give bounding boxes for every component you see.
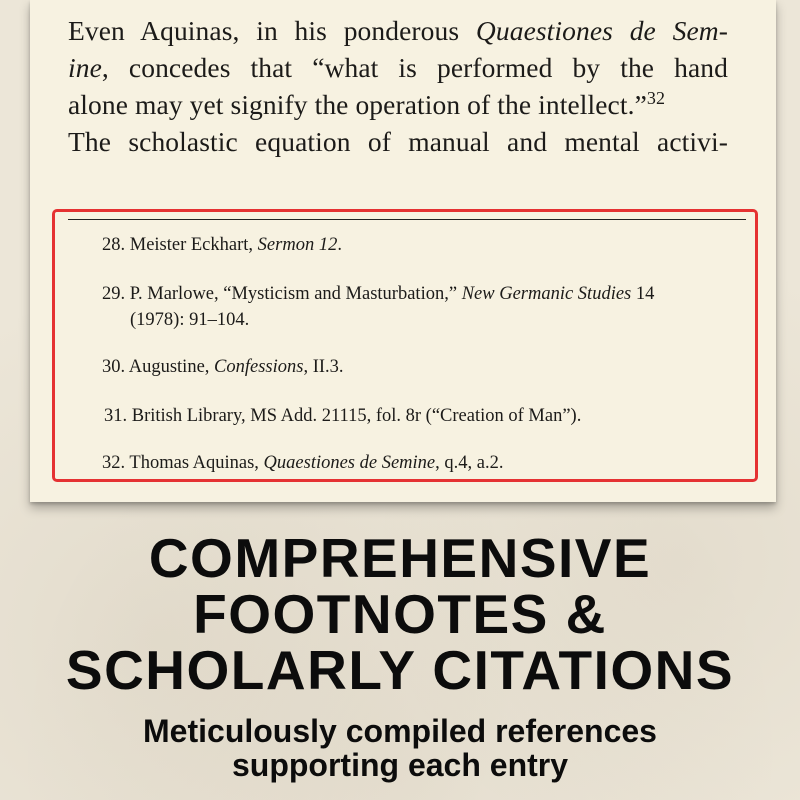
body-text <box>68 12 728 160</box>
body-line-4: The scholastic equation of manual and mental activi- <box>68 126 728 157</box>
footnote-ref-32[interactable]: 32 <box>646 88 666 108</box>
footnote-31 <box>104 403 581 429</box>
footnote-text-end: , II.3. <box>303 357 344 377</box>
footnote-text: Augustine, <box>128 357 215 377</box>
footnote-text: Meister Eckhart, <box>129 235 258 255</box>
footnote-number: 30. <box>102 357 126 377</box>
footnote-29 <box>102 281 654 333</box>
footnote-number: 32. <box>102 453 126 473</box>
headline-line-2: FOOTNOTES & <box>193 583 607 645</box>
body-line-1-italic: Quaestiones de Sem- <box>475 15 728 46</box>
body-line-3-text: alone may yet signify the operation of the intellect.” <box>68 89 647 120</box>
subheadline-line-1: Meticulously compiled references <box>143 713 657 749</box>
footnote-30 <box>102 354 344 380</box>
footnote-continuation: (1978): 91–104. <box>130 310 250 330</box>
headline-line-1: COMPREHENSIVE <box>148 527 652 589</box>
headline <box>0 527 800 701</box>
subheadline-line-2: supporting each entry <box>231 747 569 783</box>
footnote-28 <box>102 232 342 258</box>
body-line-1-text: Even Aquinas, in his ponderous <box>68 15 476 46</box>
footnote-text-end: . <box>337 235 342 255</box>
footnote-text-end: , q.4, a.2. <box>435 453 504 473</box>
footnote-text-end: 14 <box>631 284 655 304</box>
body-line-2-italic: ine <box>68 52 102 83</box>
footnote-number: 29. <box>102 284 126 304</box>
body-line-1 <box>68 12 728 49</box>
footnote-number: 28. <box>102 235 126 255</box>
book-page <box>30 0 776 502</box>
footnote-text: P. Marlowe, “Mysticism and Masturbation,” <box>129 284 462 304</box>
body-line-2-text: , concedes that “what is performed by the hand <box>101 52 728 83</box>
footnote-title: New Germanic Studies <box>461 284 632 304</box>
footnote-title: Quaestiones de Semine <box>263 453 436 473</box>
footnote-title: Sermon 12 <box>257 235 338 255</box>
footnote-number: 31. <box>104 406 128 426</box>
footnote-title: Confessions <box>214 357 304 377</box>
body-line-2 <box>68 49 728 86</box>
subheadline <box>0 714 800 782</box>
headline-line-3: SCHOLARLY CITATIONS <box>65 639 735 701</box>
footnote-32 <box>102 450 504 476</box>
body-line-3 <box>68 86 728 123</box>
footnote-text: Thomas Aquinas, <box>129 453 264 473</box>
footnote-text: British Library, MS Add. 21115, fol. 8r (“Creation of Man”). <box>131 406 582 426</box>
